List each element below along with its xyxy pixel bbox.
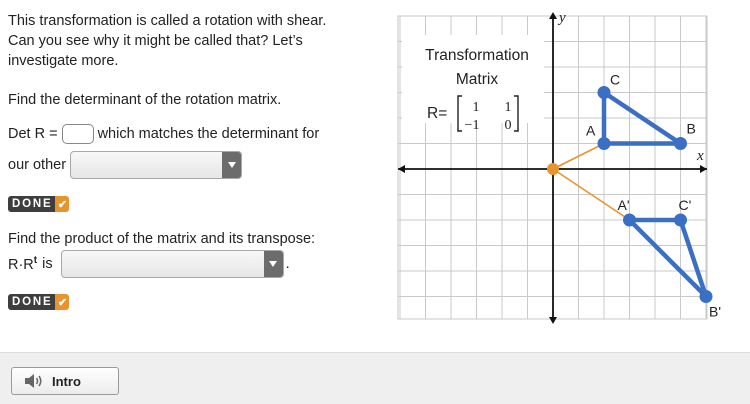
matrix-title-line2: Matrix [455,71,499,88]
x-axis-arrow-left-icon [398,165,405,173]
point-label: A' [617,197,630,213]
matrix-entry-22: 0 [504,118,512,133]
point-label: C' [678,197,692,213]
triangle-aprimebprimecprime [630,220,707,297]
point-a-prime[interactable] [623,214,636,227]
matrix-label: R= [427,105,448,122]
point-label: B' [709,303,722,320]
product-prompt: Find the product of the matrix and its transpose: [8,231,316,247]
intro-button[interactable] [11,367,119,395]
done-label: DONE [8,196,55,212]
product-period: . [285,256,290,272]
point-label: C [610,71,621,88]
intro-text: This transformation is called a rotation with shear. Can you see why it might be called that? Let’s investigate more. [8,13,327,69]
y-axis-arrow-down-icon [549,317,557,324]
product-is: is [42,256,53,272]
point-label: B [686,120,696,137]
intro-label: Intro [52,373,81,389]
det-label: Det R = [8,126,58,142]
point-c-prime[interactable] [674,214,687,227]
point-a[interactable] [598,137,611,150]
product-label: $R\cdot R^t$ [8,255,38,273]
checkmark-icon: ✔ [55,294,69,310]
our-other-label: our other [8,157,67,173]
matrix-entry-12: 1 [504,100,512,115]
matrix-box [402,35,544,133]
checkmark-icon: ✔ [55,196,69,212]
point-b[interactable] [674,137,687,150]
matrix-entry-11: 1 [472,100,480,115]
origin-point[interactable] [547,163,559,175]
done-label: DONE [8,294,55,310]
matrix-title-line1: Transformation [425,47,529,64]
point-b-prime[interactable] [700,290,713,303]
y-axis-label: y [559,10,566,26]
speaker-icon [24,373,44,389]
det-suffix: which matches the determinant for [97,126,320,142]
x-axis-label: x [697,148,704,164]
point-c[interactable] [598,86,611,99]
transformed-shapes [547,72,721,320]
matrix-entry-21: −1 [464,118,480,133]
determinant-prompt: Find the determinant of the rotation matrix. [8,92,282,108]
point-label: A [586,122,596,139]
footer-bar [0,352,750,404]
